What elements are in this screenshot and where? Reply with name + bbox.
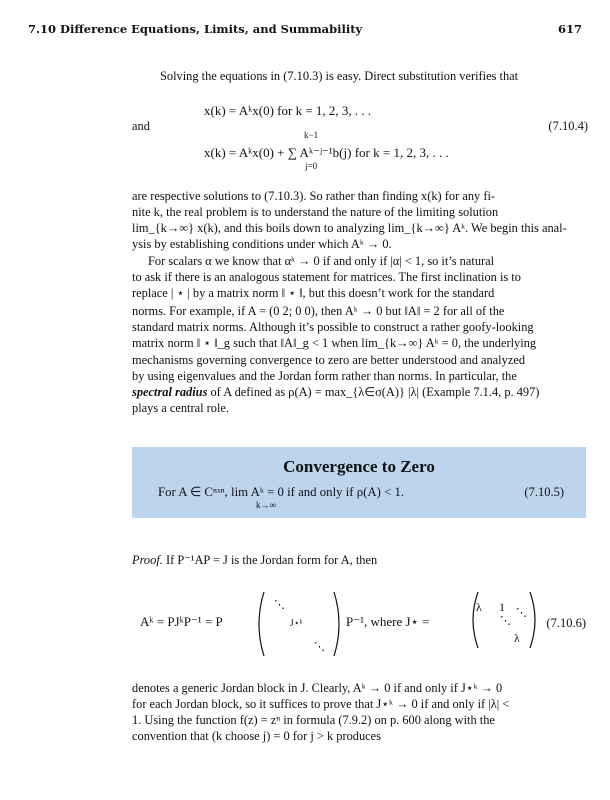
section-title: 7.10 Difference Equations, Limits, and Summability	[28, 22, 363, 36]
paragraph-spectral-radius	[132, 253, 587, 416]
jordan-super-dots: ⋱	[516, 607, 527, 619]
diagonal-dots-bottom: ⋱	[314, 641, 325, 653]
sum-lower-limit: j=0	[305, 161, 318, 171]
proof-label: Proof.	[132, 553, 163, 567]
text-line: nite k, the real problem is to understand the nature of the limiting solution	[132, 205, 499, 220]
right-paren	[334, 592, 339, 656]
text-line: are respective solutions to (7.10.3). So rather than finding x(k) for any fi-	[132, 189, 496, 203]
paragraph-intro: Solving the equations in (7.10.3) is easy. Direct substitution verifies that	[160, 69, 519, 83]
text-line: matrix norm ‖ ⋆ ‖_g such that ‖A‖_g < 1 when lim_{k→∞} Aᵏ = 0, the underlying	[132, 336, 537, 351]
jordan-block-power: J⋆ᵏ	[290, 619, 303, 629]
theorem-title: Convergence to Zero	[283, 457, 435, 476]
proof-continuation	[132, 680, 587, 744]
diagonal-dots-top: ⋱	[274, 599, 285, 611]
text-line: 1. Using the function f(z) = zⁿ in formula (7.9.2) on p. 600 along with the	[132, 713, 495, 728]
text-line: standard matrix norms. Although it’s possible to construct a rather goofy-looking	[132, 320, 534, 335]
text-line: lim_{k→∞} x(k), and this boils down to analyzing lim_{k→∞} Aᵏ. We begin this anal-	[132, 221, 567, 236]
text-line: by using eigenvalues and the Jordan form rather than norms. In particular, the	[132, 368, 517, 383]
jordan-block-matrix	[468, 590, 540, 650]
proof-intro	[132, 552, 587, 568]
text-line: to ask if there is an analogous statement for matrices. The first inclination is to	[132, 270, 521, 285]
equation-jordan-power-left: Aᵏ = PJᵏP⁻¹ = P	[140, 614, 223, 629]
equation-tag-7-10-4: (7.10.4)	[548, 119, 588, 133]
theorem-box	[132, 447, 586, 518]
equation-homogeneous-solution: x(k) = Aᵏx(0) for k = 1, 2, 3, . . .	[204, 103, 372, 118]
text-line: For scalars α we know that αᵏ → 0 if and only if |α| < 1, so it’s natural	[148, 254, 495, 268]
proof-intro-text: If P⁻¹AP = J is the Jordan form for A, then	[162, 553, 378, 567]
theorem-limit-subscript: k→∞	[256, 500, 276, 510]
text-line: mechanisms governing convergence to zero are better understood and analyzed	[132, 352, 526, 367]
jordan-one: 1	[499, 600, 505, 614]
text-line: norms. For example, if A = (0 2; 0 0), then Aᵏ → 0 but ‖A‖ = 2 for all of the	[132, 304, 505, 319]
equation-tag-7-10-6: (7.10.6)	[546, 616, 586, 630]
jordan-lambda-top: λ	[476, 600, 482, 614]
jordan-diagonal-dots: ⋱	[500, 615, 511, 627]
running-head	[28, 22, 582, 36]
and-word: and	[132, 119, 150, 133]
sum-upper-limit: k−1	[304, 130, 319, 140]
spectral-radius-term: spectral radius	[132, 384, 208, 399]
page-number: 617	[557, 22, 582, 36]
jordan-lambda-bottom: λ	[514, 631, 520, 645]
text-line: denotes a generic Jordan block in J. Clearly, Aᵏ → 0 if and only if J⋆ᵏ → 0	[132, 681, 503, 695]
equation-jordan-power-middle: P⁻¹, where J⋆ =	[346, 614, 430, 629]
text-line: plays a central role.	[132, 400, 230, 415]
text-span: of A defined as ρ(A) = max_{λ∈σ(A)} |λ| (Example 7.1.4, p. 497)	[207, 384, 540, 399]
text-line: replace | ⋆ | by a matrix norm ‖ ⋆ ‖, but this doesn’t work for the standard	[132, 286, 495, 301]
text-line: ysis by establishing conditions under which Aᵏ → 0.	[132, 237, 392, 252]
right-paren	[530, 592, 535, 648]
equation-tag-7-10-5: (7.10.5)	[524, 485, 564, 499]
text-line: for each Jordan block, so it suffices to prove that J⋆ᵏ → 0 if and only if |λ| <	[132, 697, 510, 712]
text-line	[132, 384, 587, 400]
left-paren	[259, 592, 264, 656]
text-line: convention that (k choose j) = 0 for j > k produces	[132, 729, 381, 744]
equation-nonhomogeneous-solution: x(k) = Aᵏx(0) + ∑ Aᵏ⁻ʲ⁻¹b(j) for k = 1, 2, 3, . . .	[204, 145, 449, 160]
paragraph-limits	[132, 188, 587, 252]
theorem-statement: For A ∈ Cⁿˣⁿ, lim Aᵏ = 0 if and only if ρ(A) < 1.	[158, 485, 405, 499]
